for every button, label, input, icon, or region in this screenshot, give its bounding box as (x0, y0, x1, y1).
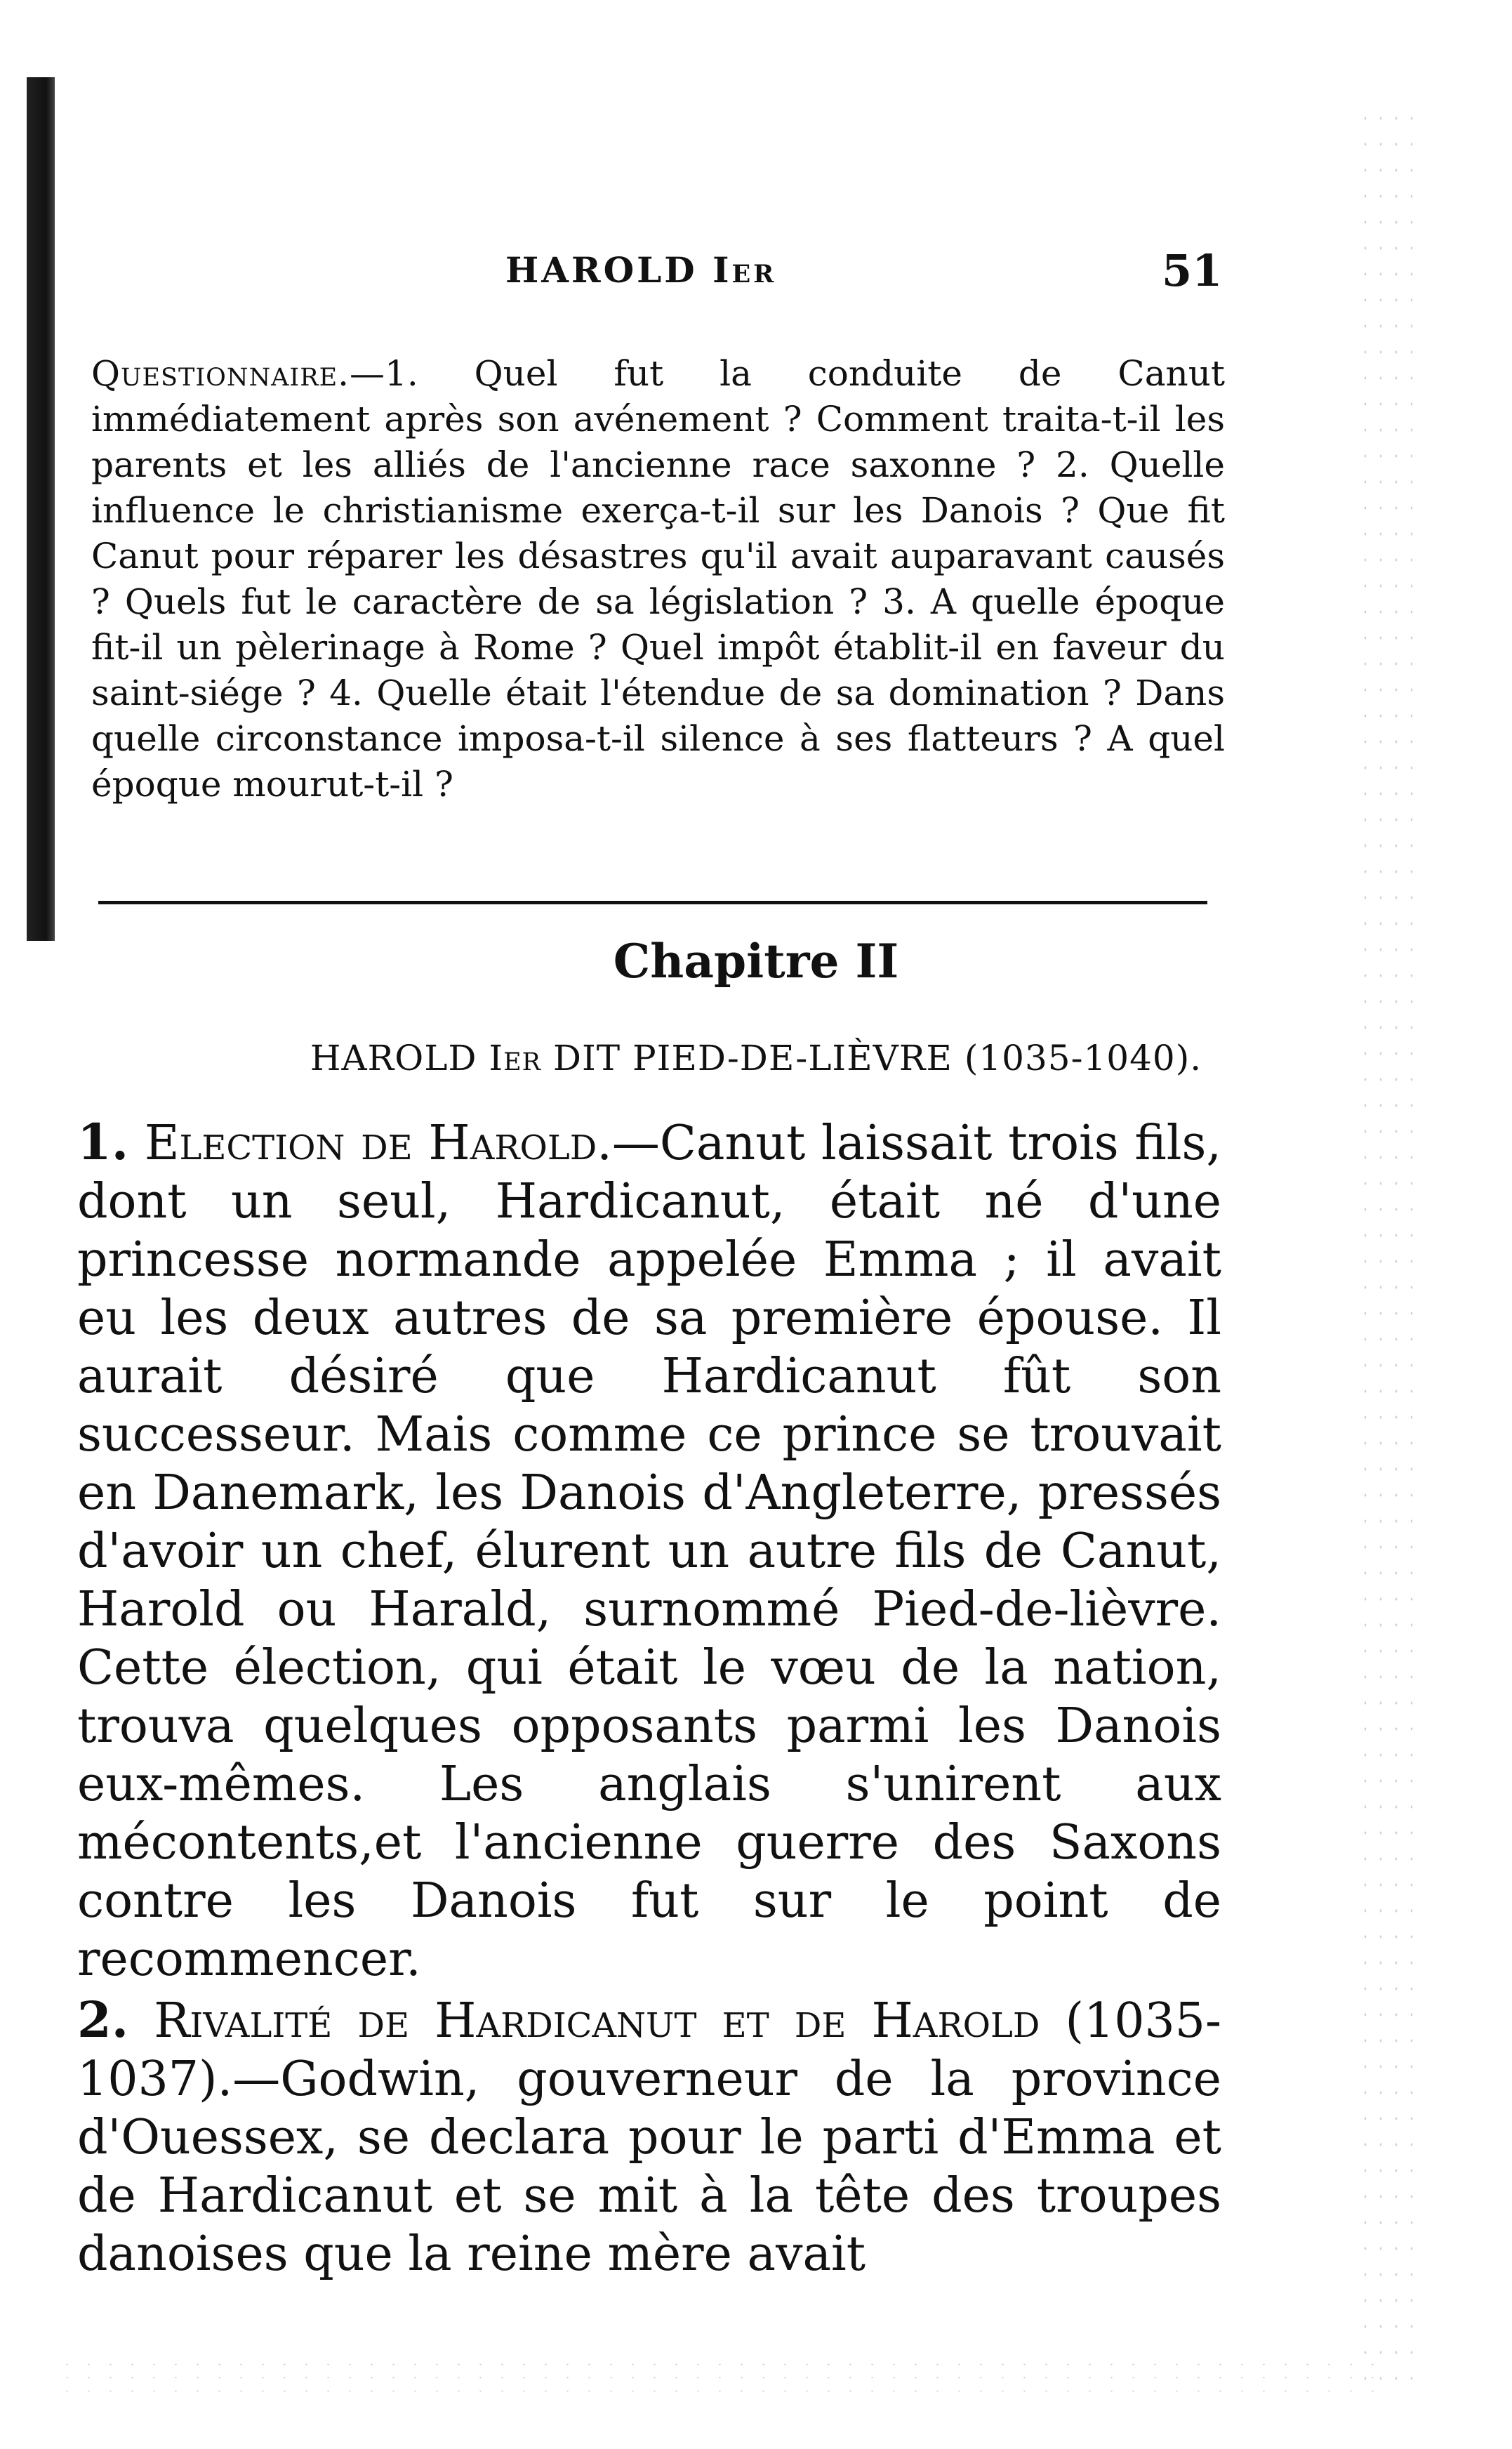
questionnaire-label: Questionnaire. (91, 353, 350, 394)
section-text: (1035-1037).—Godwin, gouverneur de la province d'Ouessex, se declara pour le parti d'Emma et de Hardicanut et se mit à la tête des troupes danoises que la reine mère avait (77, 1993, 1222, 2282)
questionnaire-text: —1. Quel fut la conduite de Canut immédiatement après son avénement ? Comment traita-t-il les parents et les alliés de l'ancienne race saxonne ? 2. Quelle influence le christianisme exerça-t-il sur les Danois ? Que fit Canut pour réparer les désastres qu'il avait auparavant causés ? Quels fut le caractère de sa législation ? 3. A quelle époque fit-il un pèlerinage à Rome ? Quel impôt établit-il en faveur du saint-siége ? 4. Quelle était l'étendue de sa domination ? Dans quelle circonstance imposa-t-il silence à ses flatteurs ? A quel époque mourut-t-il ? (91, 353, 1225, 805)
chapter-subtitle-dates: (1035-1040). (964, 1038, 1202, 1078)
scan-speckle (1358, 105, 1421, 2387)
page-header (0, 245, 1512, 312)
section-paragraph (77, 1991, 1221, 2283)
running-title: HAROLD Ier (505, 249, 777, 291)
section-text: —Canut laissait trois fils, dont un seul, Hardicanut, était né d'une princesse normande appelée Emma ; il avait eu les deux autres de sa première épouse. Il aurait désiré que Hardicanut fût son successeur. Mais comme ce prince se trouvait en Danemark, les Danois d'Angleterre, pressés d'avoir un chef, élurent un autre fils de Canut, Harold ou Harald, surnommé Pied-de-lièvre. Cette élection, qui était le vœu de la nation, trouva quelques opposants parmi les Danois eux-mêmes. Les anglais s'unirent aux mécontents,et l'ancienne guerre des Saxons contre les Danois fut sur le point de recommencer. (77, 1116, 1221, 1987)
section-heading: Election de Harold. (144, 1116, 612, 1171)
chapter-title: Chapitre II (613, 934, 899, 989)
section-paragraph (77, 1113, 1221, 1988)
section-number: 2. (77, 1991, 129, 2049)
section-divider (98, 901, 1207, 904)
scan-speckle-bottom (56, 2358, 1390, 2400)
questionnaire (91, 351, 1225, 807)
chapter-subtitle-name: HAROLD Ier DIT PIED-DE-LIÈVRE (310, 1038, 953, 1078)
section-heading: Rivalité de Hardicanut et de Harold (154, 1993, 1040, 2049)
page-number: 51 (1162, 245, 1223, 296)
chapter-subtitle (0, 1038, 1512, 1078)
binding-shadow (27, 77, 55, 941)
section-number: 1. (77, 1113, 129, 1171)
